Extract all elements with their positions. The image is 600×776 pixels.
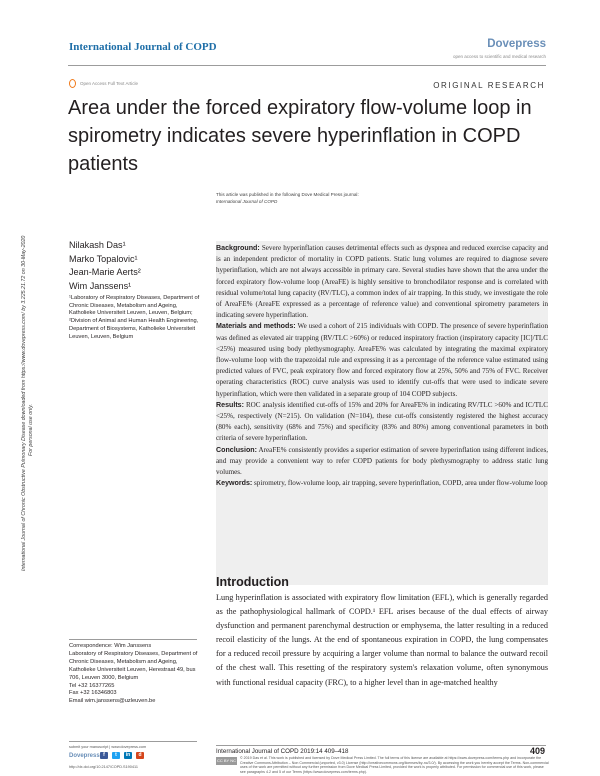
page-number: 409 — [529, 746, 545, 756]
correspondence-fax: Fax +32 16346803 — [69, 690, 117, 697]
abstract-methods-heading: Materials and methods: — [216, 322, 296, 331]
author-name: Nilakash Das¹ — [69, 240, 126, 250]
license-text: © 2019 Das et al. This work is published and licensed by Dove Medical Press Limited. The full terms of this license are available at https://www.dovepress.com/terms.php and incorporate the Creative Commons Attribution – Non Commercial (unported, v3.0) License (http://creativecommons.org/licenses/by-nc/3.0/). By accessing the work you hereby accept the Terms. Non-commercial uses of the work are permitted without any further permission from Dove Medical Press Limited, provided the work is properly attributed. For permission for commercial use of this work, please see paragraphs 4.2 and 5 of our Terms (https://www.dovepress.com/terms.php). — [240, 756, 549, 774]
header-rule — [68, 65, 546, 66]
open-access-row — [69, 79, 138, 88]
open-access-label: Open Access Full Text Article — [80, 81, 138, 86]
author-name: Wim Janssens¹ — [69, 280, 132, 291]
linkedin-icon[interactable]: in — [125, 752, 131, 758]
journal-citation: International Journal of COPD 2019:14 409–418 — [216, 748, 349, 755]
publication-note-text: This article was published in the following Dove Medical Press journal: — [216, 192, 359, 197]
section-label: ORIGINAL RESEARCH — [433, 81, 545, 90]
footer-rule-left — [69, 741, 197, 742]
publisher-logo: Dovepress — [487, 38, 546, 50]
introduction-text: Lung hyperinflation is associated with expiratory flow limitation (EFL), which is generally regarded as the pathophysiological hallmark of COPD.¹ EFL arises because of the dual effects of airway dysfunction and permanent parenchymal destruction or emphysema, the latter resulting in a reduced recoil elasticity of the lungs. At the end of spontaneous expiration in COPD, the lung compensates for a reduced recoil pressure by acquiring a larger volume than normal to balance the outward recoil of the chest wall. This resetting of the respiratory system's relaxation volume, often synonymous with functional residual capacity (FRC), to a higher level than in age-matched healthy — [216, 593, 548, 687]
publisher-tagline: open access to scientific and medical research — [452, 54, 546, 59]
abstract-keywords — [216, 478, 548, 489]
correspondence-email[interactable]: Email wim.janssens@uzleuven.be — [69, 698, 156, 705]
abstract-box — [216, 241, 548, 585]
journal-title: International Journal of COPD — [69, 41, 217, 53]
abstract-conclusion — [216, 445, 548, 479]
publication-note-journal: International Journal of COPD — [216, 199, 278, 204]
author-name: Marko Topalovic¹ — [69, 253, 138, 264]
facebook-icon[interactable]: f — [100, 752, 108, 759]
correspondence-address: Laboratory of Respiratory Diseases, Department of Chronic Diseases, Metabolism and Ageing, Katholieke Universiteit Leuven, Herestraat 49, bus 706, Leuven 3000, Belgium — [69, 650, 198, 681]
correspondence-rule — [69, 639, 197, 640]
open-access-icon — [69, 79, 76, 88]
abstract-keywords-heading: Keywords: — [216, 479, 253, 488]
correspondence-tel: Tel +32 16377265 — [69, 682, 115, 689]
creative-commons-badge: CC BY NC — [216, 758, 237, 763]
abstract-results — [216, 400, 548, 445]
abstract-methods-text: We used a cohort of 215 individuals with COPD. The presence of severe hyperinflation was defined as elevated air trapping (RV/TLC >60%) or reduced inspiratory fraction (inspiratory capacity [IC]/TLC <25%) measured using body plethysmography. AreaFE% was calculated by integrating the maximal expiratory flow-volume loop with the trapezoidal rule and expressing it as a percentage of the reference value estimated using predicted values of FVC, peak expiratory flow and forced expiratory flow at 25%, 50% and 75% of FVC. Receiver operating characteristics (ROC) curve analysis was used to identify cut-offs that were used to indicate severe hyperinflation, which were then validated in a separate group of 104 COPD subjects. — [216, 322, 548, 398]
author-name: Jean-Marie Aerts² — [69, 267, 141, 277]
abstract-results-heading: Results: — [216, 400, 244, 409]
download-watermark — [21, 236, 35, 571]
introduction-heading: Introduction — [216, 575, 289, 589]
affiliation-1: ¹Laboratory of Respiratory Diseases, Department of Chronic Diseases, Metabolism and Ageing, Katholieke Universiteit Leuven, Leuven, Belgium; — [69, 295, 200, 317]
article-title: Area under the forced expiratory flow-volume loop in spirometry indicates severe hyperinflation in COPD patients — [68, 97, 532, 175]
abstract-background — [216, 243, 548, 321]
affiliation-2: ²Division of Animal and Human Health Engineering, Department of Biosystems, Katholieke Universiteit Leuven, Leuven, Belgium — [69, 318, 199, 340]
abstract-keywords-text: spirometry, flow-volume loop, air trapping, severe hyperinflation, COPD, area under flow-volume loop — [252, 479, 548, 488]
abstract-methods — [216, 321, 548, 399]
author-list — [69, 239, 141, 293]
submit-manuscript-link[interactable]: submit your manuscript | www.dovepress.com — [69, 745, 147, 749]
correspondence-block — [69, 643, 199, 706]
publication-note — [216, 191, 516, 205]
footer-dovepress-logo: Dovepress — [69, 753, 100, 759]
abstract-background-text: Severe hyperinflation causes detrimental effects such as dyspnea and reduced exercise capacity and is an independent predictor of mortality in COPD patients. Static lung volumes are required to diagnose severe hyperinflation, which are not always accessible in primary care. Several studies have shown that the area under the forced expiratory flow-volume loop (AreaFE) is highly sensitive to bronchodilator response and is correlated with residual volume/total lung capacity (RV/TLC), a common index of air trapping. In this study, we investigate the role of AreaFE% (AreaFE expressed as a percentage of reference value) and conventional spirometry parameters in indicating severe hyperinflation. — [216, 244, 548, 320]
abstract-background-heading: Background: — [216, 244, 260, 252]
dovepress-icon[interactable]: d — [136, 752, 144, 759]
footer-rule-right — [216, 745, 546, 746]
twitter-icon[interactable]: t — [112, 752, 120, 759]
affiliations — [69, 295, 204, 341]
doi-link[interactable]: http://dx.doi.org/10.2147/COPD.S190411 — [69, 765, 138, 769]
abstract-conclusion-heading: Conclusion: — [216, 445, 257, 454]
watermark-line-1: International Journal of Chronic Obstructive Pulmonary Disease downloaded from https://www.dovepress.com/ by 3.225.21.72 on 30-May-2020 — [21, 235, 27, 571]
social-links — [100, 752, 144, 759]
abstract-results-text: ROC analysis identified cut-offs of 15% and 20% for AreaFE% in indicating RV/TLC >60% and IC/TLC <25%, respectively (N=215). On validation (N=104), these cut-offs consistently registered the highest accuracy (80% each), sensitivity (68% and 75%) and specificity (83% and 80%) among conventional parameters in both criteria of severe hyperinflation. — [216, 400, 548, 443]
abstract-conclusion-text: AreaFE% consistently provides a superior estimation of severe hyperinflation using different indices, and may provide a convenient way to refer COPD patients for body plethysmography to address static lung volumes. — [216, 445, 548, 477]
correspondence-label: Correspondence: Wim Janssens — [69, 643, 152, 649]
watermark-line-2: For personal use only. — [28, 403, 34, 456]
